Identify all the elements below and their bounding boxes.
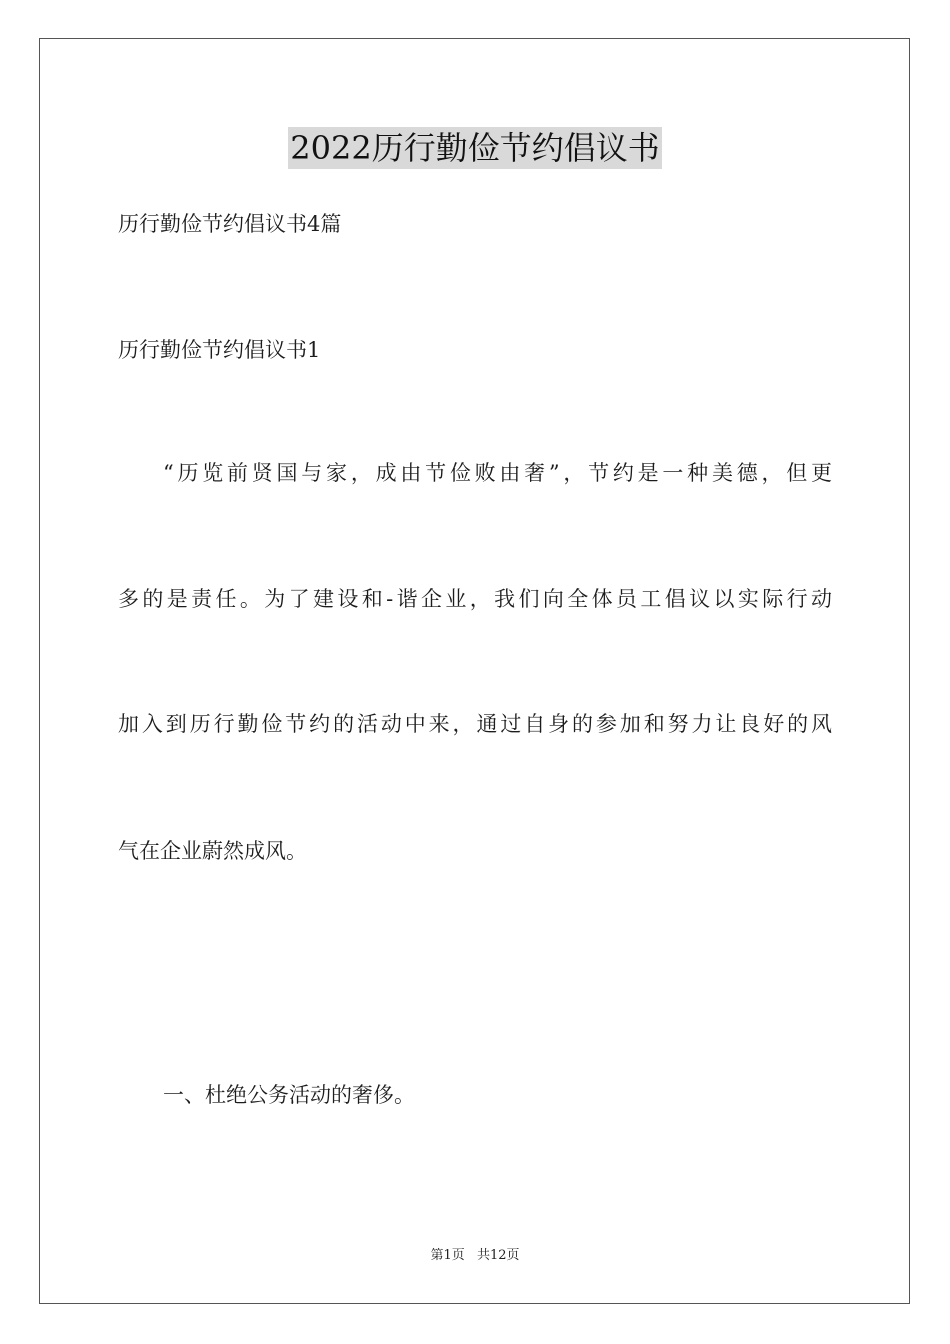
paragraph-line: “历览前贤国与家，成由节俭败由奢”，节约是一种美德，但更 — [163, 461, 832, 485]
paragraph-line: 加入到历行勤俭节约的活动中来，通过自身的参加和努力让良好的风 — [118, 712, 832, 736]
section-heading: 历行勤俭节约倡议书1 — [118, 338, 321, 362]
document-subtitle: 历行勤俭节约倡议书4篇 — [118, 212, 342, 236]
paragraph-line: 多的是责任。为了建设和-谐企业，我们向全体员工倡议以实际行动 — [118, 587, 832, 611]
document-title: 2022历行勤俭节约倡议书 — [290, 129, 660, 167]
title-container — [0, 127, 950, 169]
page-number-current: 第1页 — [430, 1248, 465, 1263]
list-item: 一、杜绝公务活动的奢侈。 — [163, 1083, 415, 1107]
page-footer — [0, 1247, 950, 1265]
paragraph-line: 气在企业蔚然成风。 — [118, 839, 307, 863]
page-number-total: 共12页 — [476, 1248, 520, 1263]
